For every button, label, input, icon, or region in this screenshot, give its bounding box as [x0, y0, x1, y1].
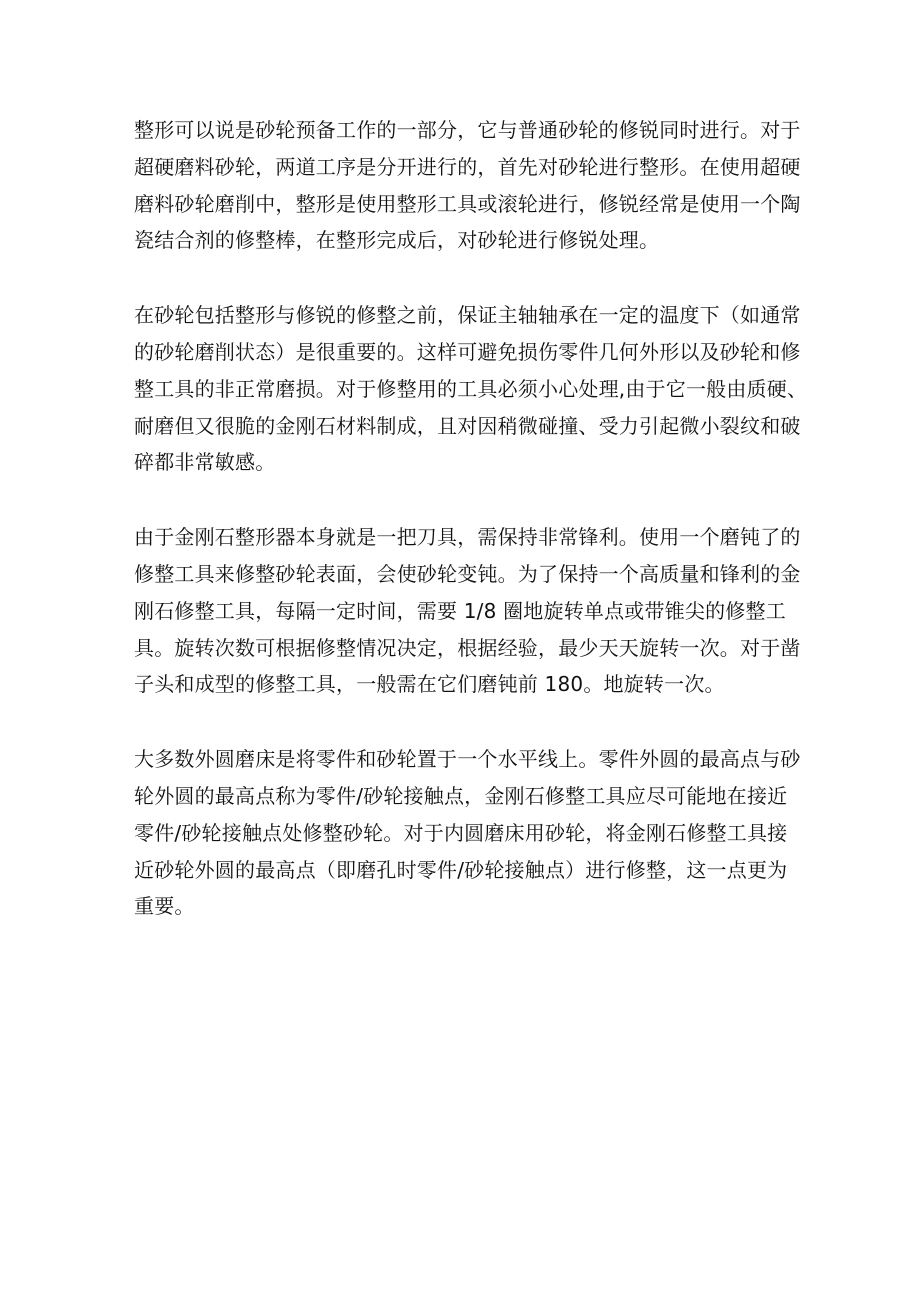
paragraph-line: 刚石修整工具，每隔一定时间，需要 1/8 圈地旋转单点或带锥尖的修整工 — [134, 598, 786, 623]
paragraph-line: 整形可以说是砂轮预备工作的一部分，它与普通砂轮的修锐同时进行。对于 — [134, 118, 801, 142]
paragraph-3 — [134, 519, 814, 703]
paragraph-line: 的砂轮磨削状态）是很重要的。这样可避免损伤零件几何外形以及砂轮和修 — [134, 339, 801, 364]
paragraph-line: 瓷结合剂的修整棒，在整形完成后，对砂轮进行修锐处理。 — [134, 228, 660, 253]
paragraph-line: 轮外圆的最高点称为零件/砂轮接触点，金刚石修整工具应尽可能地在接近 — [134, 783, 788, 808]
paragraph-line: 在砂轮包括整形与修锐的修整之前，保证主轴轴承在一定的温度下（如通常 — [134, 303, 801, 328]
paragraph-line: 子头和成型的修整工具，一般需在它们磨钝前 180。地旋转一次。 — [134, 672, 725, 697]
paragraph-line: 碎都非常敏感。 — [134, 450, 276, 475]
paragraph-line: 大多数外圆磨床是将零件和砂轮置于一个水平线上。零件外圆的最高点与砂 — [134, 747, 801, 772]
paragraph-1 — [134, 112, 814, 259]
paragraph-line: 超硬磨料砂轮，两道工序是分开进行的，首先对砂轮进行整形。在使用超硬 — [134, 154, 801, 179]
paragraph-line: 零件/砂轮接触点处修整砂轮。对于内圆磨床用砂轮，将金刚石修整工具接 — [134, 820, 788, 845]
paragraph-line: 由于金刚石整形器本身就是一把刀具，需保持非常锋利。使用一个磨钝了的 — [134, 525, 801, 550]
paragraph-line: 重要。 — [134, 894, 195, 919]
document-body — [134, 112, 814, 963]
paragraph-line: 耐磨但又很脆的金刚石材料制成，且对因稍微碰撞、受力引起微小裂纹和破 — [134, 413, 801, 438]
paragraph-2 — [134, 297, 814, 481]
paragraph-line: 修整工具来修整砂轮表面，会使砂轮变钝。为了保持一个高质量和锋利的金 — [134, 561, 801, 586]
paragraph-line: 近砂轮外圆的最高点（即磨孔时零件/砂轮接触点）进行修整，这一点更为 — [134, 857, 788, 882]
paragraph-4 — [134, 741, 814, 925]
paragraph-line: 具。旋转次数可根据修整情况决定，根据经验，最少天天旋转一次。对于凿 — [134, 635, 801, 660]
paragraph-line: 磨料砂轮磨削中，整形是使用整形工具或滚轮进行，修锐经常是使用一个陶 — [134, 191, 801, 216]
paragraph-line: 整工具的非正常磨损。对于修整用的工具必须小心处理,由于它一般由质硬、 — [134, 376, 808, 401]
